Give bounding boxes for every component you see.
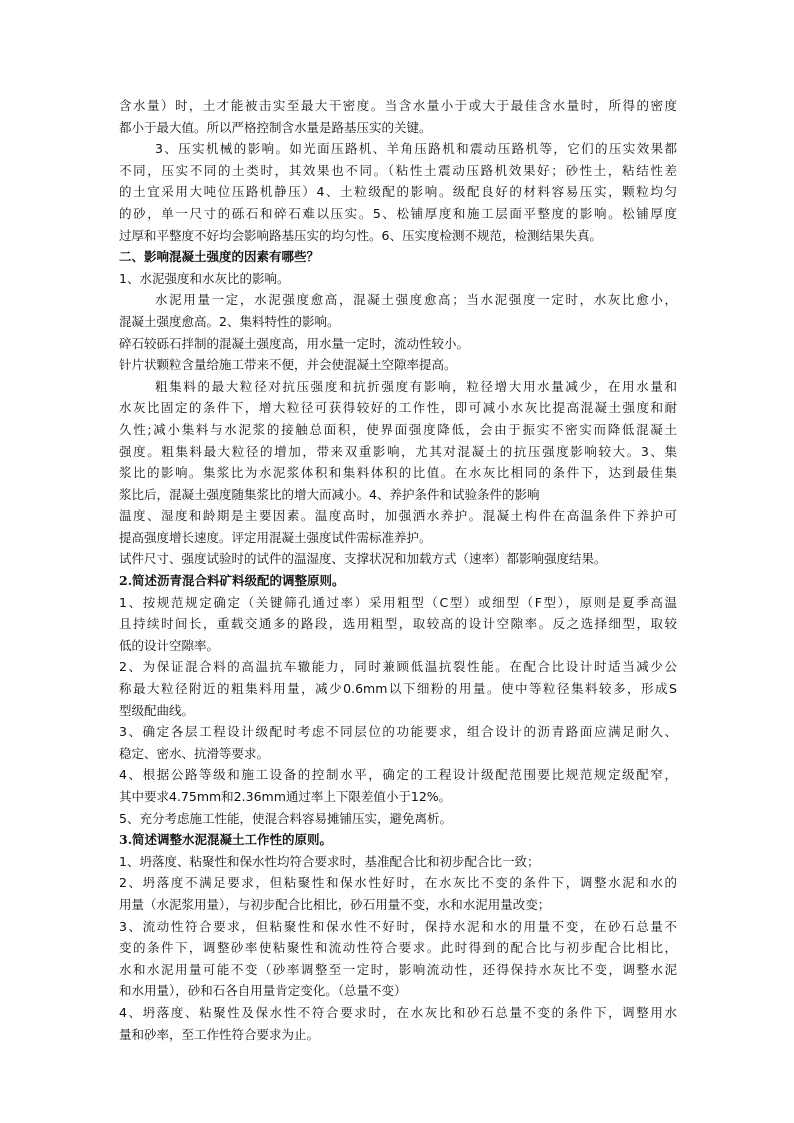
paragraph-line: 稳定、密水、抗滑等要求。 [119, 745, 270, 761]
paragraph-line: 碎石较砾石拌制的混凝土强度高，用水量一定时，流动性较小。 [119, 335, 470, 351]
paragraph-line: 3、确定各层工程设计级配时考虑不同层位的功能要求，组合设计的沥青路面应满足耐久、 [119, 724, 677, 740]
paragraph-line: 3、流动性符合要求，但粘聚性和保水性不好时，保持水泥和水的用量不变，在砂石总量不 [119, 918, 677, 934]
paragraph-line: 水和水泥用量可能不变（砂率调整至一定时，影响流动性，还得保持水灰比不变，调整水泥 [119, 961, 677, 977]
paragraph-line: 混凝土强度愈高。2、集料特性的影响。 [119, 313, 340, 329]
paragraph-line: 提高强度增长速度。评定用混凝土强度试件需标准养护。 [119, 529, 432, 545]
paragraph-line: 其中要求4.75mm和2.36mm通过率上下限差值小于12%。 [119, 789, 452, 804]
paragraph-line: 强度。粗集料最大粒径的增加，带来双重影响，尤其对混凝土的抗压强度影响较大。3、集 [119, 443, 677, 459]
paragraph-line: 称最大粒径附近的粗集料用量，减少0.6mm以下细粉的用量。使中等粒径集料较多，形成S [119, 681, 677, 697]
section-heading: 3.简述调整水泥混凝土工作性的原则。 [119, 832, 333, 848]
paragraph-line: 都小于最大值。所以严格控制含水量是路基压实的关键。 [119, 119, 432, 135]
paragraph-line: 不同，压实不同的土类时，其效果也不同。（粘性土震动压路机效果好；砂性土，粘结性差 [119, 162, 677, 178]
paragraph-line: 1、坍落度、粘聚性和保水性均符合要求时，基准配合比和初步配合比一致； [119, 853, 540, 869]
paragraph-line: 2、为保证混合料的高温抗车辙能力，同时兼顾低温抗裂性能。在配合比设计时适当减少公 [119, 659, 677, 675]
paragraph-line: 量和砂率，至工作性符合要求为止。 [119, 1026, 320, 1042]
paragraph-line: 浆比的影响。集浆比为水泥浆体积和集料体积的比值。在水灰比相同的条件下，达到最佳集 [119, 465, 677, 481]
paragraph-line: 低的设计空隙率。 [119, 637, 220, 653]
paragraph-line: 针片状颗粒含量给施工带来不便，并会使混凝土空隙率提高。 [119, 357, 457, 373]
paragraph-line: 且持续时间长，重载交通多的路段，选用粗型，取较高的设计空隙率。反之选择细型，取较 [119, 616, 677, 632]
paragraph-line: 浆比后，混凝土强度随集浆比的增大而减小。4、养护条件和试验条件的影响 [119, 486, 540, 502]
paragraph-line: 型级配曲线。 [119, 702, 195, 718]
paragraph-line: 含水量）时，土才能被击实至最大干密度。当含水量小于或大于最佳含水量时，所得的密度 [119, 98, 677, 113]
paragraph-line: 4、根据公路等级和施工设备的控制水平，确定的工程设计级配范围要比规范规定级配窄， [119, 767, 677, 783]
paragraph-line: 温度、湿度和龄期是主要因素。温度高时，加强洒水养护。混凝土构件在高温条件下养护可 [119, 508, 677, 524]
paragraph-line: 久性;减小集料与水泥浆的接触总面积，使界面强度降低，会由于振实不密实而降低混凝土 [119, 421, 677, 437]
paragraph-line: 4、坍落度、粘聚性及保水性不符合要求时，在水灰比和砂石总量不变的条件下，调整用水 [119, 1004, 677, 1020]
paragraph-line: 1、按规范规定确定（关键筛孔通过率）采用粗型（C型）或细型（F型），原则是夏季高温 [119, 594, 677, 610]
paragraph-line: 和水用量），砂和石各自用量肯定变化。（总量不变） [119, 983, 407, 999]
paragraph-line: 用量（水泥浆用量），与初步配合比相比，砂石用量不变，水和水泥用量改变； [119, 896, 551, 912]
paragraph-line: 试件尺寸、强度试验时的试件的温湿度、支撑状况和加载方式（速率）都影响强度结果。 [119, 551, 607, 567]
section-heading: 二、影响混凝土强度的因素有哪些？ [119, 249, 320, 265]
paragraph-line: 变的条件下，调整砂率使粘聚性和流动性符合要求。此时得到的配合比与初步配合比相比， [119, 940, 677, 956]
paragraph-line: 的砂，单一尺寸的砾石和碎石难以压实。5、松铺厚度和施工层面平整度的影响。松铺厚度 [119, 205, 677, 221]
paragraph-line: 粗集料的最大粒径对抗压强度和抗折强度有影响，粒径增大用水量减少，在用水量和 [155, 378, 677, 394]
paragraph-line: 3、压实机械的影响。如光面压路机、羊角压路机和震动压路机等，它们的压实效果都 [155, 141, 677, 157]
section-heading: 2.简述沥青混合料矿料级配的调整原则。 [119, 573, 345, 589]
paragraph-line: 水泥用量一定，水泥强度愈高，混凝土强度愈高；当水泥强度一定时，水灰比愈小， [155, 292, 677, 308]
paragraph-line: 的土宜采用大吨位压路机静压）4、土粒级配的影响。级配良好的材料容易压实，颗粒均匀 [119, 184, 677, 200]
paragraph-line: 1、水泥强度和水灰比的影响。 [119, 270, 290, 286]
paragraph-line: 过厚和平整度不好均会影响路基压实的均匀性。6、压实度检测不规范，检测结果失真。 [119, 227, 602, 243]
paragraph-line: 2、坍落度不满足要求，但粘聚性和保水性好时，在水灰比不变的条件下，调整水泥和水的 [119, 875, 677, 891]
document-page [119, 95, 677, 1045]
paragraph-line: 5、充分考虑施工性能，使混合料容易摊铺压实，避免离析。 [119, 810, 452, 826]
paragraph-line: 水灰比固定的条件下，增大粒径可获得较好的工作性，即可减小水灰比提高混凝土强度和耐 [119, 400, 677, 416]
